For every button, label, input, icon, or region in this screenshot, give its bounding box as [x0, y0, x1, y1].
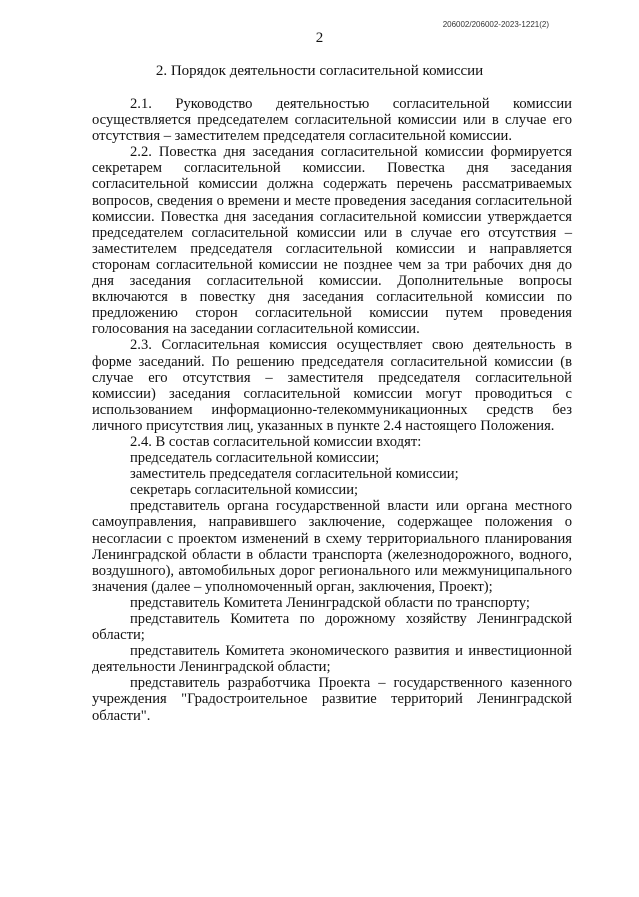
composition-item-authority-representative: представитель органа государственной власти или органа местного самоуправления, направившего заключение, содержащее положения о несогласии с проектом изменений в схему территориального планирования Ленинградской области в области транспорта (железнодорожного, водного, воздушного), автомобильных дорог регионального или межмуниципального значения (далее – уполномоченный орган, заключения, Проект); [92, 498, 572, 595]
document-body [92, 96, 572, 724]
composition-item-secretary: секретарь согласительной комиссии; [130, 482, 359, 499]
composition-item-chairman: председатель согласительной комиссии; [130, 450, 380, 467]
composition-item-developer-representative: представитель разработчика Проекта – государственного казенного учреждения "Градостроительное развитие территорий Ленинградской области". [92, 675, 572, 724]
paragraph-2-2: 2.2. Повестка дня заседания согласительной комиссии формируется секретарем согласительной комиссии. Повестка дня заседания согласительной комиссии должна содержать перечень рассматриваемых вопросов, сведения о времени и месте проведения заседания согласительной комиссии. Повестка дня заседания согласительной комиссии утверждается председателем согласительной комиссии или в случае его отсутствия – заместителем председателя согласительной комиссии и направляется сторонам согласительной комиссии не позднее чем за три рабочих дня до дня заседания согласительной комиссии. Дополнительные вопросы включаются в повестку дня заседания согласительной комиссии по предложению сторон согласительной комиссии путем проведения голосования на заседании согласительной комиссии. [92, 144, 572, 338]
paragraph-2-3: 2.3. Согласительная комиссия осуществляет свою деятельность в форме заседаний. По решению председателя согласительной комиссии (в случае его отсутствия – заместителя председателя согласительной комиссии) заседания согласительной комиссии могут проводиться с использованием информационно-телекоммуникационных средств без личного присутствия лиц, указанных в пункте 2.4 настоящего Положения. [92, 337, 572, 434]
document-id: 206002/206002-2023-1221(2) [442, 20, 549, 29]
paragraph-2-1: 2.1. Руководство деятельностью согласительной комиссии осуществляется председателем согласительной комиссии или в случае его отсутствия – заместителем председателя согласительной комиссии. [92, 96, 572, 145]
paragraph-2-4: 2.4. В состав согласительной комиссии входят: [130, 433, 422, 450]
composition-item-economic-committee: представитель Комитета экономического развития и инвестиционной деятельности Ленинградской области; [92, 643, 572, 676]
composition-item-transport-committee: представитель Комитета Ленинградской области по транспорту; [130, 594, 530, 611]
composition-item-road-committee: представитель Комитета по дорожному хозяйству Ленинградской области; [92, 611, 572, 644]
page-number: 2 [315, 30, 324, 46]
section-title: 2. Порядок деятельности согласительной комиссии [155, 63, 484, 79]
composition-item-deputy: заместитель председателя согласительной комиссии; [130, 466, 459, 483]
